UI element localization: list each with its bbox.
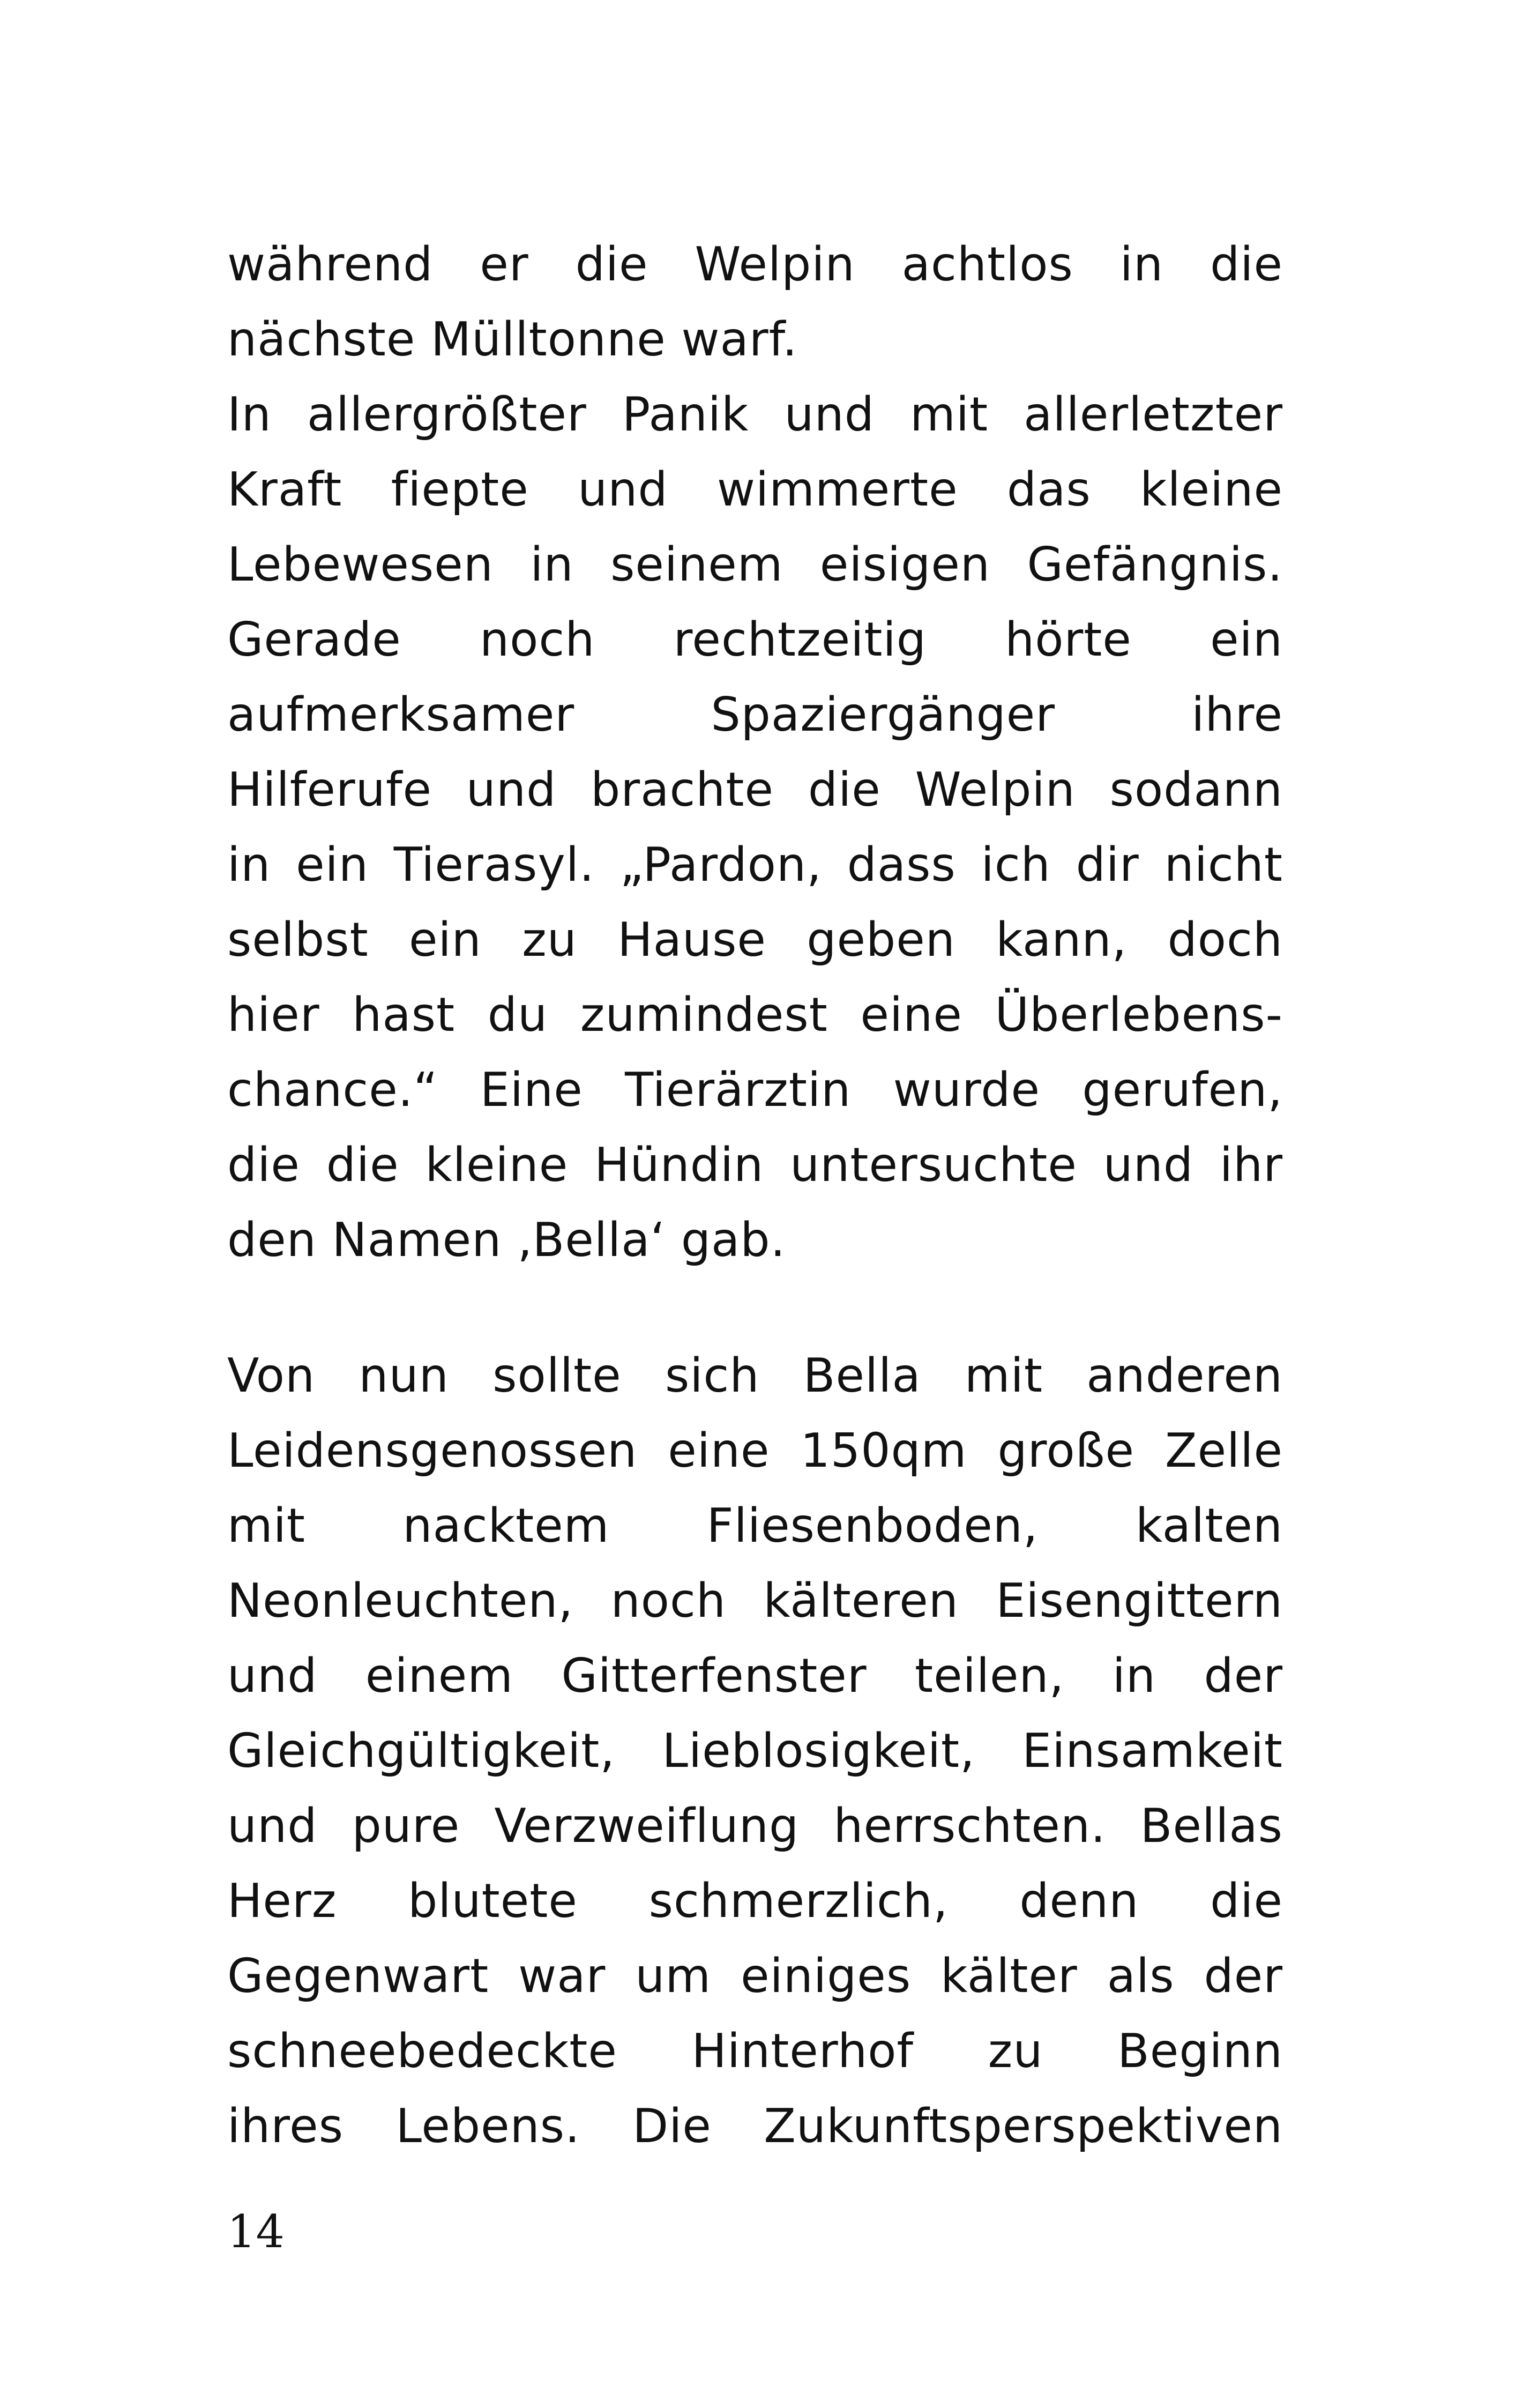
text-line: die die kleine Hündin untersuchte und ihr <box>227 1138 1283 1192</box>
text-line: und pure Verzweiflung herrschten. Bellas <box>227 1798 1283 1853</box>
text-line: Leidensgenossen eine 150qm große Zelle <box>227 1423 1283 1478</box>
text-line: während er die Welpin achtlos in die <box>227 237 1283 292</box>
text-line: Gegenwart war um einiges kälter als der <box>227 1949 1283 2003</box>
text-line: hier hast du zumindest eine Überlebens- <box>227 987 1283 1042</box>
text-line: Neonleuchten, noch kälteren Eisengittern <box>227 1573 1283 1628</box>
text-line: Von nun sollte sich Bella mit anderen <box>227 1348 1283 1403</box>
text-line: selbst ein zu Hause geben kann, doch <box>227 912 1283 967</box>
paragraph-2 <box>227 1338 1283 2164</box>
page-number: 14 <box>227 2205 285 2258</box>
text-line: mit nacktem Fliesenboden, kalten <box>227 1498 1283 1553</box>
text-line: ihres Lebens. Die Zukunftsperspektiven <box>227 2099 1283 2153</box>
text-line: schneebedeckte Hinterhof zu Beginn <box>227 2024 1283 2078</box>
text-line: und einem Gitterfenster teilen, in der <box>227 1648 1283 1703</box>
text-line: den Namen ‚Bella‘ gab. <box>227 1213 786 1267</box>
text-line: Gleichgültigkeit, Lieblosigkeit, Einsamkeit <box>227 1723 1283 1778</box>
text-line: In allergrößter Panik und mit allerletzter <box>227 387 1283 442</box>
text-line: chance.“ Eine Tierärztin wurde gerufen, <box>227 1062 1283 1117</box>
text-line: Kraft fiepte und wimmerte das kleine <box>227 462 1283 517</box>
text-line: Gerade noch rechtzeitig hörte ein <box>227 612 1283 667</box>
text-line: nächste Mülltonne warf. <box>227 312 798 367</box>
text-line: in ein Tierasyl. „Pardon, dass ich dir nicht <box>227 837 1283 892</box>
text-line: Lebewesen in seinem eisigen Gefängnis. <box>227 537 1283 592</box>
paragraph-1 <box>227 227 1283 1277</box>
text-line: Herz blutete schmerzlich, denn die <box>227 1874 1283 1928</box>
text-line: aufmerksamer Spaziergänger ihre <box>227 687 1283 742</box>
text-line: Hilferufe und brachte die Welpin sodann <box>227 762 1283 817</box>
